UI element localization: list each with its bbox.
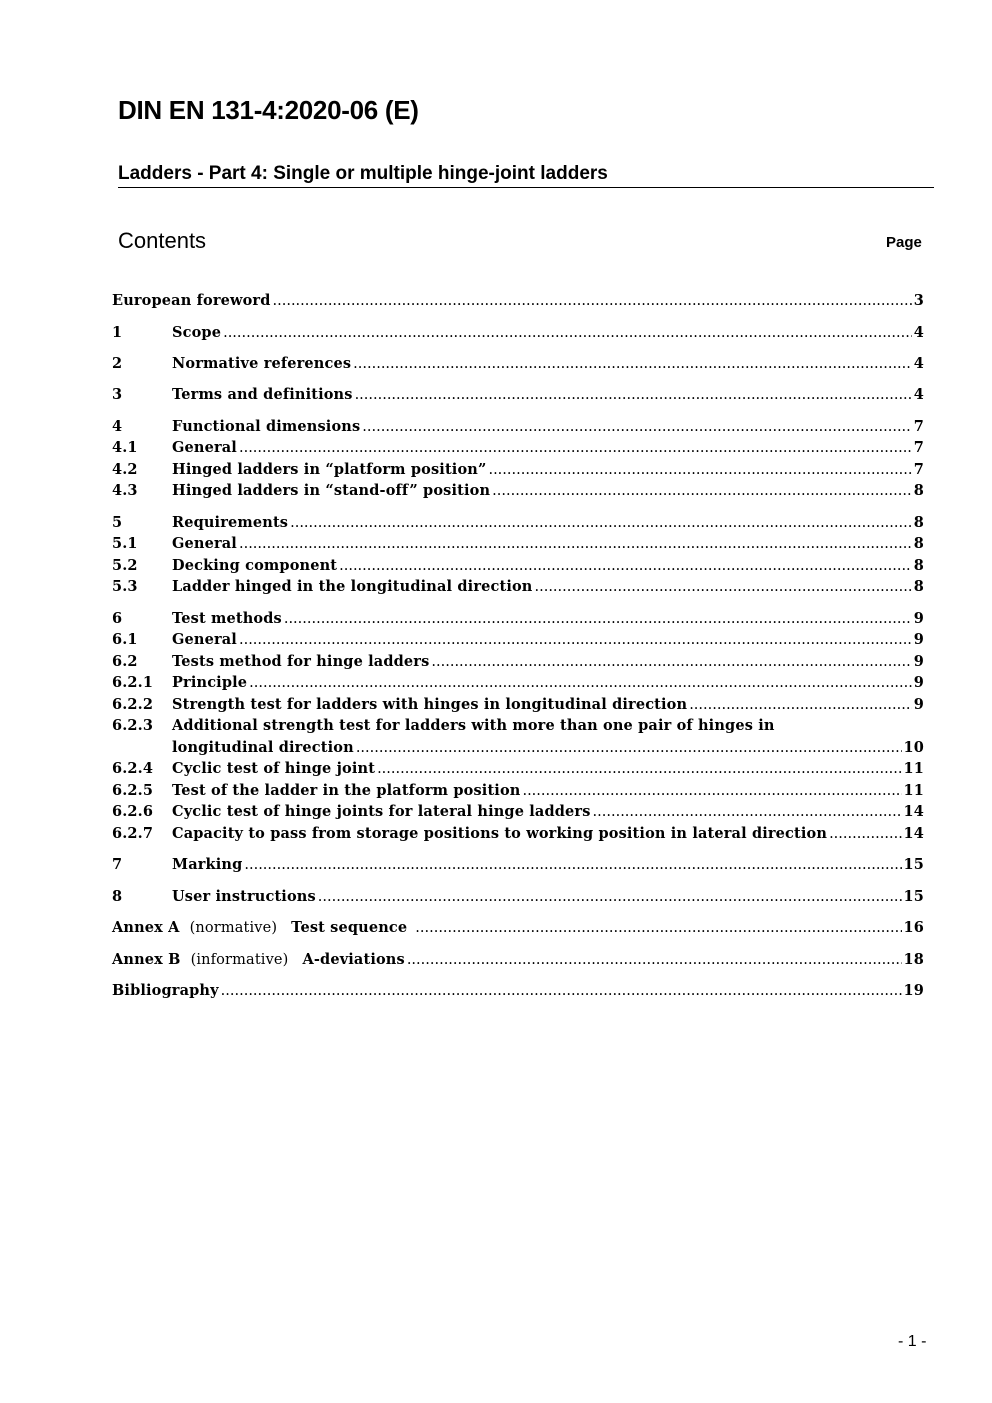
- toc-entry-number: 6.2.4: [112, 760, 154, 777]
- dot-leader: [249, 675, 912, 691]
- toc-entry-title: Cyclic test of hinge joint: [172, 760, 376, 777]
- toc-entry-page: 8: [913, 535, 924, 552]
- page-column-label: Page: [886, 234, 922, 251]
- toc-entry-title: Requirements: [172, 514, 289, 531]
- toc-entry[interactable]: [112, 631, 924, 648]
- toc-entry-page: 8: [913, 482, 924, 499]
- toc-entry-annex-b[interactable]: [112, 951, 924, 968]
- toc-entry-title: Bibliography: [112, 982, 219, 999]
- toc-entry-title: Functional dimensions: [172, 418, 361, 435]
- dot-leader: [244, 857, 901, 873]
- toc-entry-number: 3: [112, 386, 123, 403]
- toc-entry-page: 9: [913, 653, 924, 670]
- toc-entry-title: General: [172, 631, 237, 648]
- annex-label: Annex A: [112, 919, 180, 936]
- toc-entry-page: 14: [903, 803, 924, 820]
- toc-entry[interactable]: [112, 825, 924, 842]
- toc-entry-number: 6.2.1: [112, 674, 154, 691]
- toc-entry-title: Marking: [172, 856, 243, 873]
- toc-entry-title: Hinged ladders in “platform position”: [172, 461, 487, 478]
- toc-entry[interactable]: [112, 535, 924, 552]
- dot-leader: [223, 325, 912, 341]
- dot-leader: [593, 804, 902, 820]
- dot-leader: [535, 579, 912, 595]
- toc-entry-page: 4: [913, 355, 924, 372]
- toc-entry-page: 7: [913, 461, 924, 478]
- toc-entry[interactable]: [112, 856, 924, 873]
- dot-leader: [829, 826, 901, 842]
- toc-entry-page: 8: [913, 514, 924, 531]
- annex-type: (informative): [190, 952, 289, 968]
- toc-entry-title: Tests method for hinge ladders: [172, 653, 430, 670]
- toc-entry-page: 9: [913, 610, 924, 627]
- toc-entry[interactable]: [112, 888, 924, 905]
- toc-entry-number: 8: [112, 888, 123, 905]
- dot-leader: [407, 952, 902, 968]
- toc-entry-number: 5.1: [112, 535, 138, 552]
- toc-entry-number: 6.2.7: [112, 825, 154, 842]
- toc-entry-number: 4.2: [112, 461, 138, 478]
- toc-entry-title: Cyclic test of hinge joints for lateral hinge ladders: [172, 803, 591, 820]
- toc-entry-page: 11: [903, 782, 924, 799]
- toc-entry-title-continued: longitudinal direction: [172, 739, 354, 756]
- toc-entry-title: Hinged ladders in “stand-off” position: [172, 482, 491, 499]
- toc-entry-number: 6.2.6: [112, 803, 154, 820]
- toc-entry[interactable]: [112, 782, 924, 799]
- dot-leader: [431, 654, 911, 670]
- toc-entry[interactable]: [112, 461, 924, 478]
- toc-entry-title: Capacity to pass from storage positions to working position in lateral direction: [172, 825, 828, 842]
- toc-entry-title: Test of the ladder in the platform position: [172, 782, 521, 799]
- toc-entry-title: General: [172, 535, 237, 552]
- toc-entry-number: 5.3: [112, 578, 138, 595]
- toc-entry-number: 6.2.3: [112, 717, 154, 734]
- toc-entry-number: 5.2: [112, 557, 138, 574]
- dot-leader: [239, 632, 912, 648]
- toc-entry-page: 7: [913, 418, 924, 435]
- toc-entry-page: 9: [913, 696, 924, 713]
- dot-leader: [377, 761, 901, 777]
- page-number: - 1 -: [898, 1333, 927, 1350]
- document-subtitle: Ladders - Part 4: Single or multiple hinge-joint ladders: [118, 163, 934, 188]
- toc-entry-page: 8: [913, 557, 924, 574]
- document-title: DIN EN 131-4:2020-06 (E): [118, 95, 419, 125]
- toc-entry-title: Ladder hinged in the longitudinal direction: [172, 578, 533, 595]
- toc-entry[interactable]: [112, 674, 924, 691]
- toc-entry-number: 6.1: [112, 631, 138, 648]
- toc-entry-page: 15: [903, 888, 924, 905]
- toc-entry-annex-a[interactable]: [112, 919, 924, 936]
- toc-entry-page: 18: [903, 951, 924, 968]
- toc-entry-title: User instructions: [172, 888, 316, 905]
- toc-entry-title: Normative references: [172, 355, 352, 372]
- toc-entry[interactable]: [112, 418, 924, 435]
- toc-entry-page: 4: [913, 386, 924, 403]
- toc-entry[interactable]: [112, 514, 924, 531]
- dot-leader: [221, 983, 902, 999]
- toc-entry-number: 4: [112, 418, 123, 435]
- toc-entry-foreword[interactable]: [112, 292, 924, 309]
- toc-entry-page: 7: [913, 439, 924, 456]
- contents-heading: Contents: [118, 228, 207, 253]
- toc-entry-bibliography[interactable]: [112, 982, 924, 999]
- toc-entry-page: 10: [903, 739, 924, 756]
- toc-entry-title: Decking component: [172, 557, 338, 574]
- dot-leader: [239, 440, 912, 456]
- dot-leader: [290, 515, 912, 531]
- toc-entry-page: 9: [913, 631, 924, 648]
- toc-entry-number: 2: [112, 355, 123, 372]
- toc-entry-number: 4.1: [112, 439, 138, 456]
- toc-entry-title: Scope: [172, 324, 222, 341]
- toc-entry-title: Test sequence: [291, 919, 408, 936]
- toc-entry[interactable]: [112, 324, 924, 341]
- toc-entry[interactable]: [112, 439, 924, 456]
- toc-entry[interactable]: [112, 610, 924, 627]
- toc-entry-continuation[interactable]: [172, 739, 924, 756]
- toc-entry[interactable]: [112, 803, 924, 820]
- annex-label: Annex B: [112, 951, 181, 968]
- dot-leader: [689, 697, 912, 713]
- dot-leader: [284, 611, 912, 627]
- toc-entry[interactable]: [112, 482, 924, 499]
- dot-leader: [318, 889, 902, 905]
- toc-entry-page: 15: [903, 856, 924, 873]
- toc-entry-page: 8: [913, 578, 924, 595]
- toc-entry-page: 3: [913, 292, 924, 309]
- dot-leader: [362, 419, 911, 435]
- toc-entry-page: 19: [903, 982, 924, 999]
- toc-entry-title: Test methods: [172, 610, 282, 627]
- dot-leader: [355, 387, 912, 403]
- annex-type: (normative): [189, 920, 278, 936]
- dot-leader: [492, 483, 912, 499]
- toc-entry[interactable]: [112, 557, 924, 574]
- toc-entry-title: Additional strength test for ladders with more than one pair of hinges in: [172, 717, 775, 734]
- dot-leader: [339, 558, 912, 574]
- toc-entry-page: 14: [903, 825, 924, 842]
- toc-entry-number: 6.2: [112, 653, 138, 670]
- dot-leader: [353, 356, 912, 372]
- toc-entry-number: 7: [112, 856, 123, 873]
- toc-entry-number: 6.2.2: [112, 696, 154, 713]
- dot-leader: [415, 920, 901, 936]
- toc-entry-title: Principle: [172, 674, 248, 691]
- toc-entry-page: 4: [913, 324, 924, 341]
- toc-entry-number: 6.2.5: [112, 782, 154, 799]
- dot-leader: [273, 293, 912, 309]
- toc-entry-page: 11: [903, 760, 924, 777]
- toc-entry[interactable]: [112, 578, 924, 595]
- toc-entry[interactable]: [112, 717, 924, 734]
- toc-entry[interactable]: [112, 696, 924, 713]
- toc-entry[interactable]: [112, 653, 924, 670]
- dot-leader: [522, 783, 901, 799]
- dot-leader: [488, 462, 911, 478]
- toc-entry-page: 16: [903, 919, 924, 936]
- toc-entry-title: Terms and definitions: [172, 386, 353, 403]
- toc-entry-page: 9: [913, 674, 924, 691]
- toc-entry-number: 4.3: [112, 482, 138, 499]
- toc-entry-title: A-deviations: [302, 951, 405, 968]
- toc-entry-number: 5: [112, 514, 123, 531]
- dot-leader: [356, 740, 902, 756]
- toc-entry[interactable]: [112, 760, 924, 777]
- toc-entry[interactable]: [112, 355, 924, 372]
- toc-entry-title: Strength test for ladders with hinges in longitudinal direction: [172, 696, 688, 713]
- toc-entry-title: General: [172, 439, 237, 456]
- toc-entry-number: 1: [112, 324, 123, 341]
- dot-leader: [239, 536, 912, 552]
- toc-entry[interactable]: [112, 386, 924, 403]
- toc-entry-title: European foreword: [112, 292, 271, 309]
- toc-entry-number: 6: [112, 610, 123, 627]
